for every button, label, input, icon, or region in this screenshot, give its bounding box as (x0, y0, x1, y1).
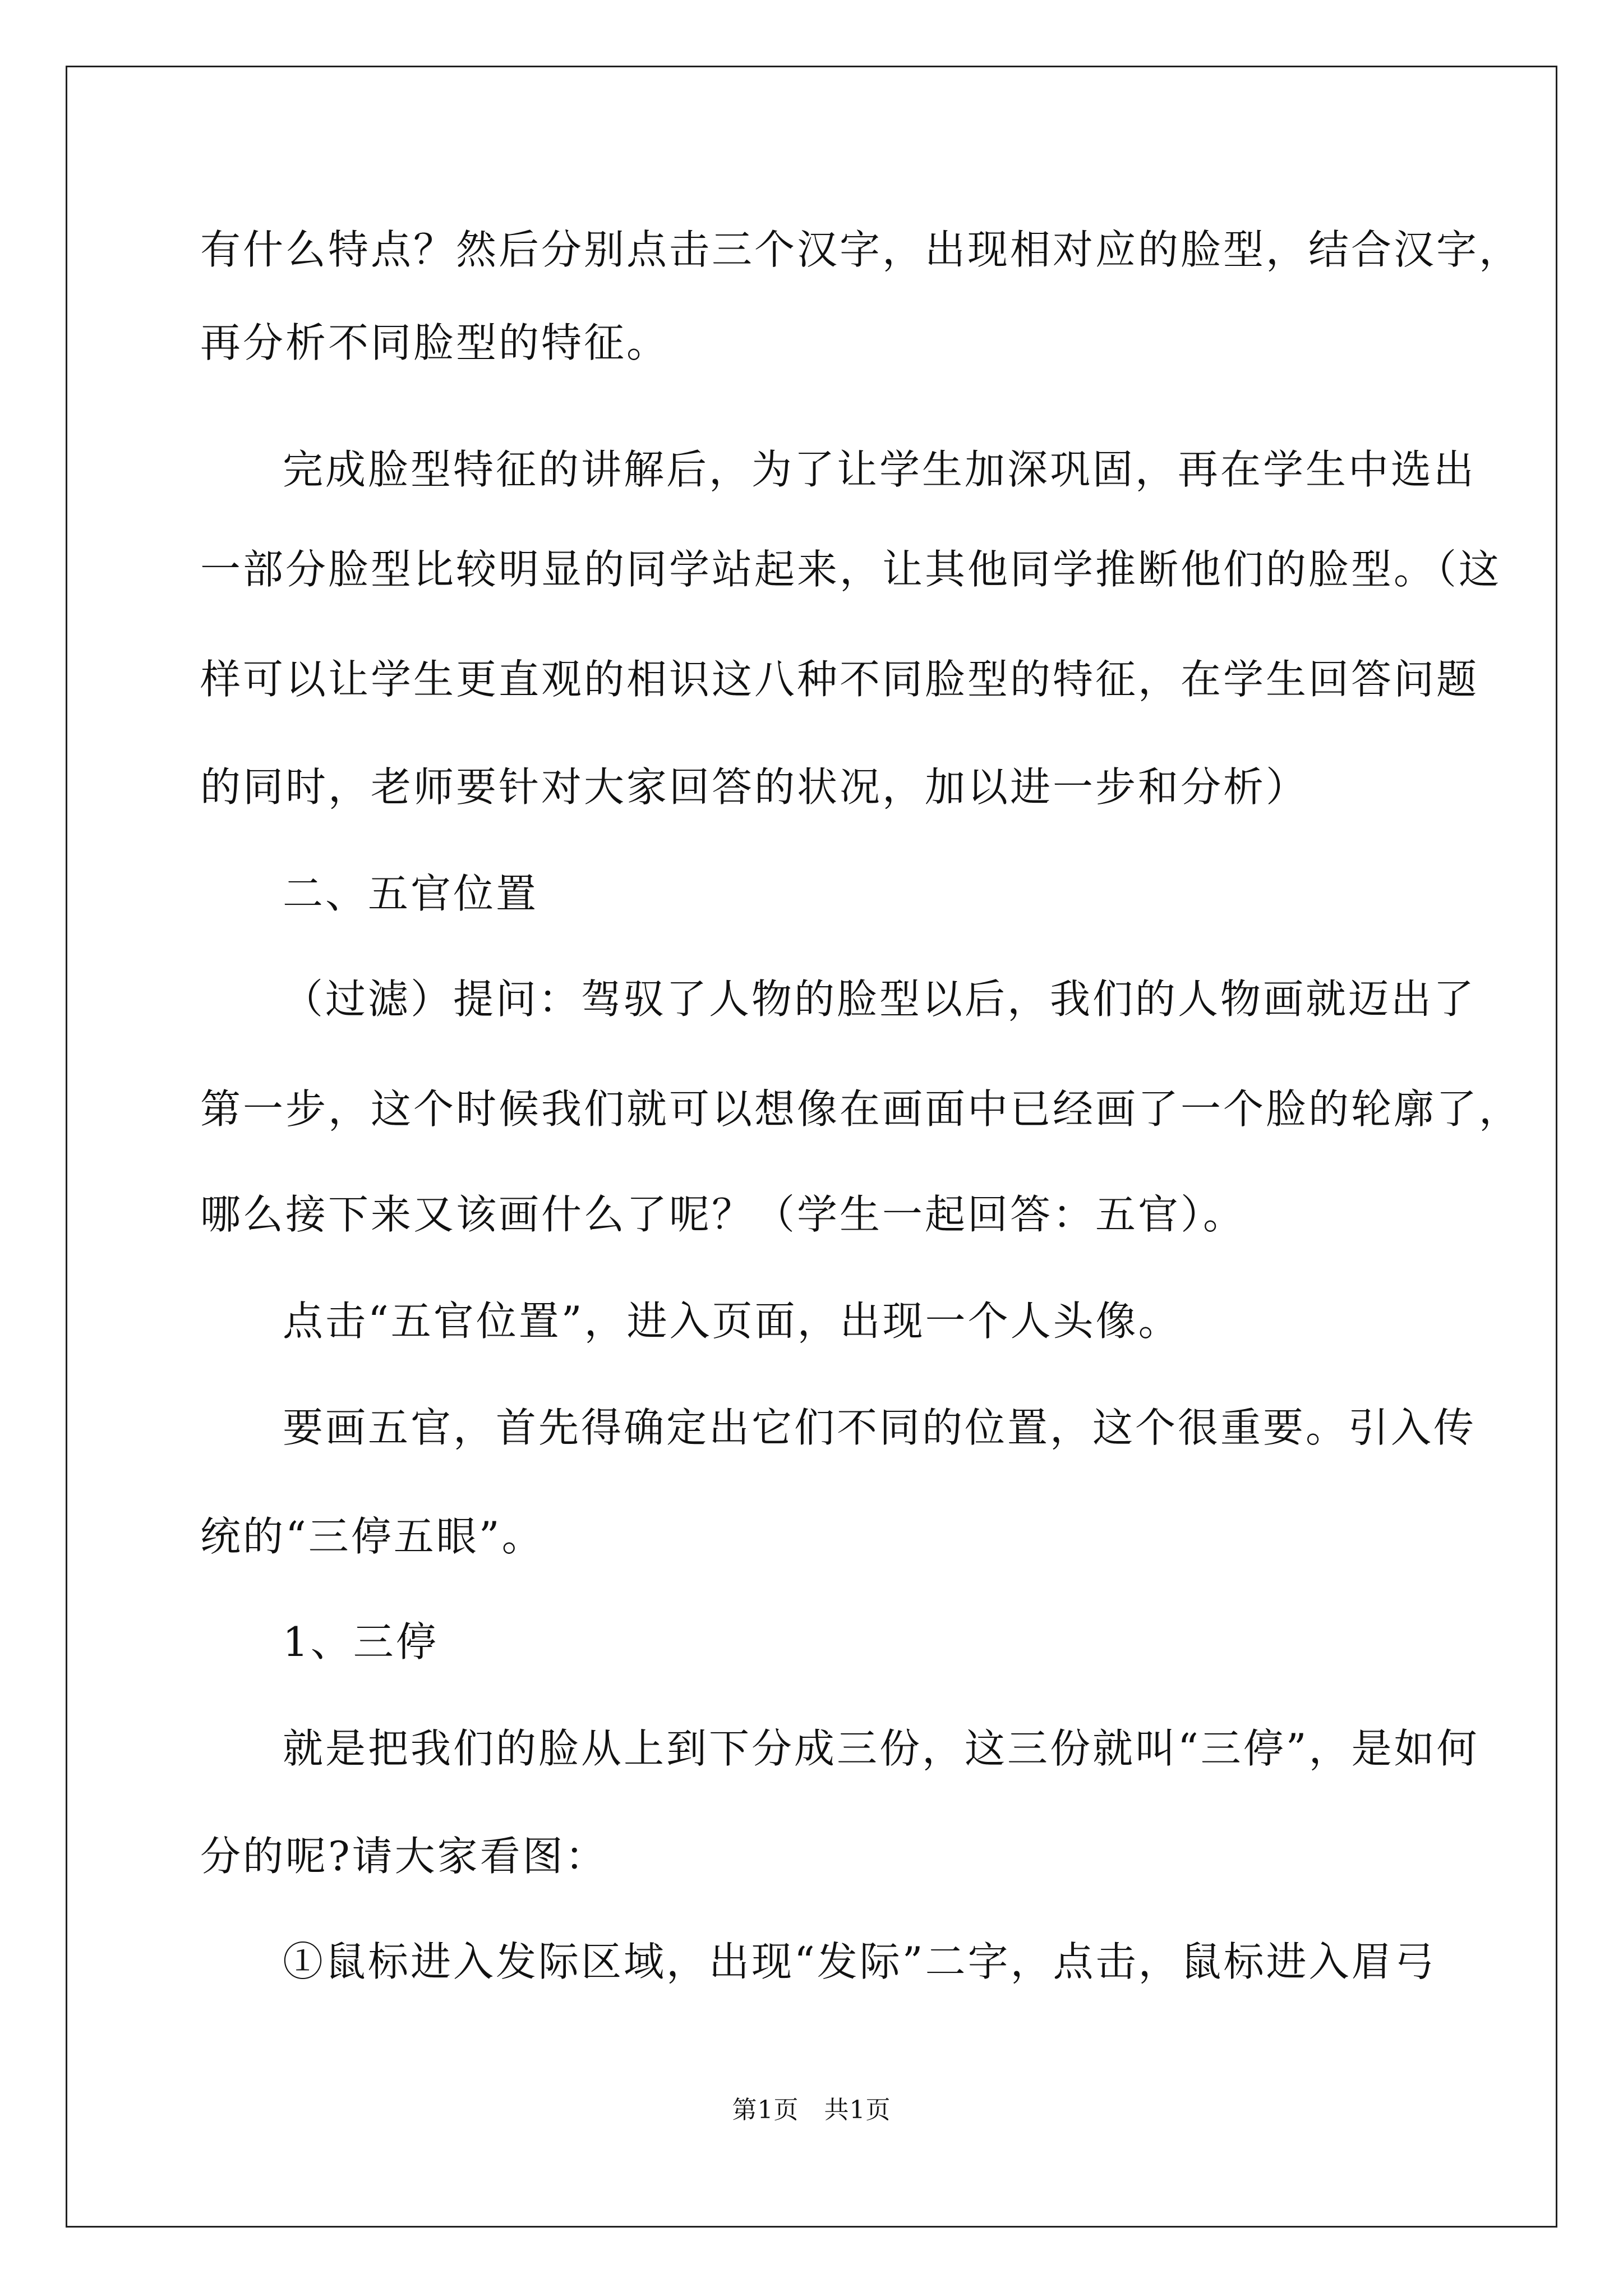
text-line: 有什么特点？然后分别点击三个汉字，出现相对应的脸型，结合汉字， (200, 226, 1522, 273)
page-border (66, 66, 1557, 2228)
text-line: ①鼠标进入发际区域，出现“发际”二字，点击，鼠标进入眉弓 (283, 1938, 1437, 1985)
text-line: 一部分脸型比较明显的同学站起来，让其他同学推断他们的脸型。（这 (200, 546, 1502, 593)
section-heading: 二、五官位置 (283, 870, 539, 917)
text-line: 就是把我们的脸从上到下分成三份，这三份就叫“三停”，是如何 (283, 1725, 1479, 1772)
text-line: 统的“三停五眼”。 (200, 1513, 545, 1560)
text-line: 要画五官，首先得确定出它们不同的位置，这个很重要。引入传 (283, 1404, 1477, 1451)
text-line: 点击“五官位置”，进入页面，出现一个人头像。 (283, 1297, 1181, 1345)
text-line: 的同时，老师要针对大家回答的状况，加以进一步和分析） (200, 763, 1309, 811)
text-line: 完成脸型特征的讲解后，为了让学生加深巩固，再在学生中选出 (283, 446, 1477, 493)
text-line: 再分析不同脸型的特征。 (200, 319, 670, 366)
text-line: 第一步，这个时候我们就可以想像在画面中已经画了一个脸的轮廓了， (200, 1085, 1522, 1133)
text-line: 哪么接下来又该画什么了呢？（学生一起回答：五官）。 (200, 1191, 1246, 1238)
text-line: 样可以让学生更直观的相识这八种不同脸型的特征，在学生回答问题 (200, 656, 1479, 703)
text-line: 分的呢?请大家看图： (200, 1833, 608, 1880)
page-footer: 第1页 共1页 (732, 2096, 891, 2124)
subsection-heading: 1、三停 (283, 1618, 439, 1665)
text-line: （过滤）提问：驾驭了人物的脸型以后，我们的人物画就迈出了 (283, 976, 1477, 1023)
